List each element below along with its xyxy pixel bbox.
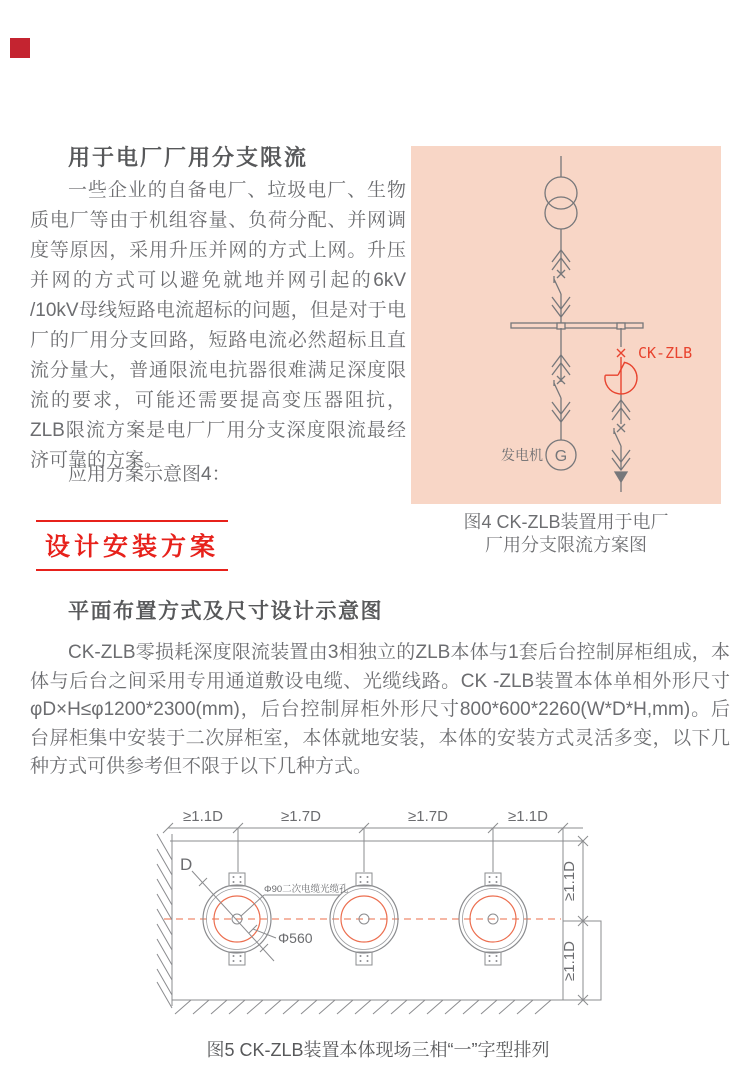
dim-top-4: ≥1.1D	[508, 808, 548, 825]
mount-tab-top	[485, 873, 501, 886]
figure4-caption	[411, 511, 721, 557]
label-cable-hole: Φ90二次电缆光缆孔	[264, 884, 349, 895]
figure5-caption: 图5 CK-ZLB装置本体现场三相“一”字型排列	[206, 1040, 550, 1060]
page-corner-marker	[10, 38, 30, 58]
breaker-cross-icon	[617, 424, 625, 432]
disconnect-switch-icon	[554, 276, 561, 294]
diameter-leader-line	[192, 871, 274, 961]
figure4-caption-line2: 厂用分支限流方案图	[485, 535, 647, 555]
section1-paragraph: 一些企业的自备电厂、垃圾电厂、生物质电厂等由于机组容量、负荷分配、并网调度等原因，采用升压并网的方式上网。升压并网的方式可以避免就地并网引起的6kV /10kV母线短路电流超标的问题，但是对于电厂的厂用分支回路，短路电流必然超标且直流分量大，普通限流电抗器很难满足深度限流的要求，可能还需要提高变压器阻抗，ZLB限流方案是电厂厂用分支深度限流最经济可靠的方案。	[30, 180, 406, 471]
mount-tab-top	[356, 873, 372, 886]
figure4-diagram	[411, 146, 721, 504]
transformer-icon	[545, 177, 577, 209]
ground-hatching-bottom	[175, 1000, 551, 1014]
section2-paragraph: CK-ZLB零损耗深度限流装置由3相独立的ZLB本体与1套后台控制屏柜组成，本体与后台之间采用专用通道敷设电缆、光缆线路。CK -ZLB装置本体单相外形尺寸φD×H≤φ1200*2300(mm)，后台控制屏柜外形尺寸800*600*2260(W*D*H,mm)。后台屏柜集中安装于二次屏柜室，本体就地安装，本体的安装方式灵活多变，以下几种方式可供参考但不限于以下几种方式。	[30, 642, 730, 777]
section1-note: 应用方案示意图4：	[68, 464, 231, 485]
mount-tab-bottom	[229, 952, 245, 965]
section2-subheading: 平面布置方式及尺寸设计示意图	[68, 600, 383, 623]
section1-heading: 用于电厂厂用分支限流	[68, 145, 309, 170]
dim-right-top: ≥1.1D	[561, 861, 578, 901]
plan-layout-drawing	[140, 798, 640, 1035]
mount-tab-top	[229, 873, 245, 886]
wall-hatching-left	[157, 834, 172, 1008]
dim-top-1: ≥1.1D	[183, 808, 223, 825]
transformer-icon	[545, 197, 577, 229]
zlb-body-outer-circle	[330, 885, 398, 953]
figure5-drawing	[140, 798, 640, 1040]
one-line-scheme	[411, 146, 721, 504]
section2-banner: 设计安装方案	[36, 520, 228, 571]
figure4-caption-line1: 图4 CK-ZLB装置用于电厂	[463, 512, 669, 532]
zlb-cross-icon	[617, 349, 625, 357]
dimension-drop-lines	[238, 828, 563, 872]
generator-label: 发电机	[501, 447, 543, 463]
dim-top-2: ≥1.7D	[281, 808, 321, 825]
mount-tab-bottom	[485, 952, 501, 965]
generator-symbol-letter: G	[554, 448, 568, 465]
feeder-arrow-icon	[615, 472, 627, 482]
dim-top-3: ≥1.7D	[408, 808, 448, 825]
label-d: D	[180, 855, 193, 874]
mount-tab-bottom	[356, 952, 372, 965]
dim-right-bottom: ≥1.1D	[561, 941, 578, 981]
zlb-device-label: CK-ZLB	[638, 344, 693, 362]
label-phi560: Φ560	[278, 930, 313, 946]
